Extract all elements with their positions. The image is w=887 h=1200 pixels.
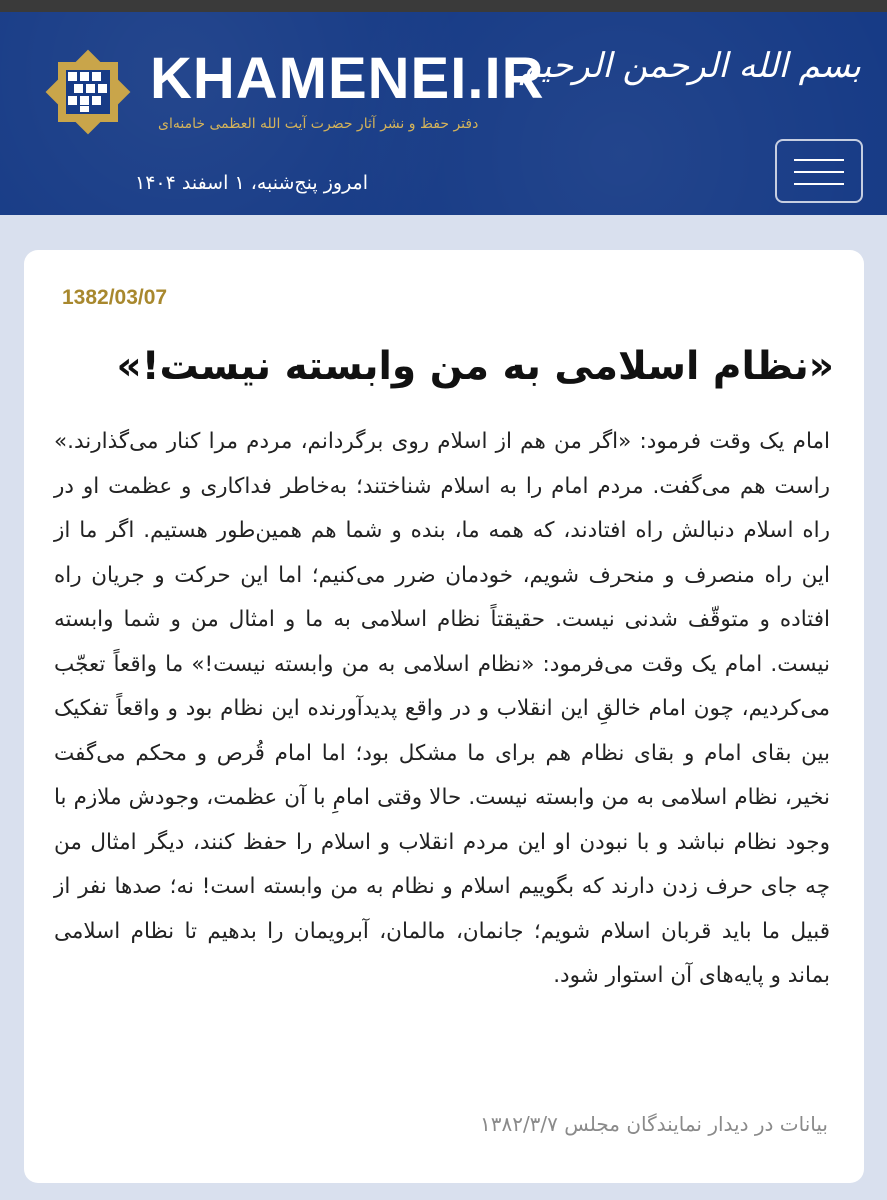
basmala-calligraphy: بسم الله الرحمن الرحیم — [519, 46, 861, 86]
article-title: «نظام اسلامی به من وابسته نیست!» — [116, 344, 834, 389]
today-date: امروز پنج‌شنبه، ۱ اسفند ۱۴۰۴ — [135, 172, 369, 194]
hamburger-menu-icon-bar — [794, 159, 844, 161]
site-logo-subtitle: دفتر حفظ و نشر آثار حضرت آیت الله العظمی خامنه‌ای — [158, 116, 479, 132]
khamenei-logo-emblem-icon[interactable] — [34, 38, 142, 146]
article-body: امام یک وقت فرمود: «اگر من هم از اسلام روی برگردانم، مردم مرا کنار می‌گذارند.» راست هم می‌گفت. مردم امام را به اسلام شناختند؛ به‌خاطر فداکاری و عظمت او در راه اسلام دنبالش راه افتادند، که همه ما، بنده و شما هم همین‌طور هستیم. اگر ما از این راه منصرف و منحرف شویم، خودمان ضرر می‌کنیم؛ اما این حرکت و جریان راه افتاده و متوقّف شدنی نیست. حقیقتاً نظام اسلامی به ما و امثال من و شما وابسته نیست. امام یک وقت می‌فرمود: «نظام اسلامی به من وابسته نیست!» ما واقعاً تعجّب می‌کردیم، چون امام خالقِ این انقلاب و در واقع پدیدآورنده این نظام بود و واقعاً تفکیک بین بقای امام و بقای نظام هم برای ما مشکل بود؛ اما امام قُرص و محکم می‌گفت نخیر، نظام اسلامی به من وابسته نیست. حالا وقتی امامِ با آن عظمت، وجودش ملازم با وجود نظام نباشد و با نبودن او این مردم انقلاب و اسلام را حفظ کنند، دیگر امثال من چه جای حرف زدن دارند که بگوییم اسلام و نظام به من وابسته است! نه؛ صدها نفر از قبیل ما باید قربان اسلام شویم؛ جانمان، مالمان، آبرویمان را بدهیم تا نظام اسلامی بماند و پایه‌های آن استوار شود. — [54, 429, 830, 988]
hamburger-menu-button[interactable] — [775, 139, 863, 203]
hamburger-menu-icon-bar — [794, 171, 844, 173]
article-source[interactable]: بیانات در دیدار نمایندگان مجلس ۱۳۸۲/۳/۷ — [479, 1112, 828, 1136]
site-header — [0, 12, 887, 215]
hamburger-menu-icon-bar — [794, 183, 844, 185]
article-date: 1382/03/07 — [62, 286, 168, 309]
article-card — [24, 250, 864, 1183]
site-logo-text[interactable]: KHAMENEI.IR — [150, 46, 545, 111]
status-bar-strip — [0, 0, 887, 12]
